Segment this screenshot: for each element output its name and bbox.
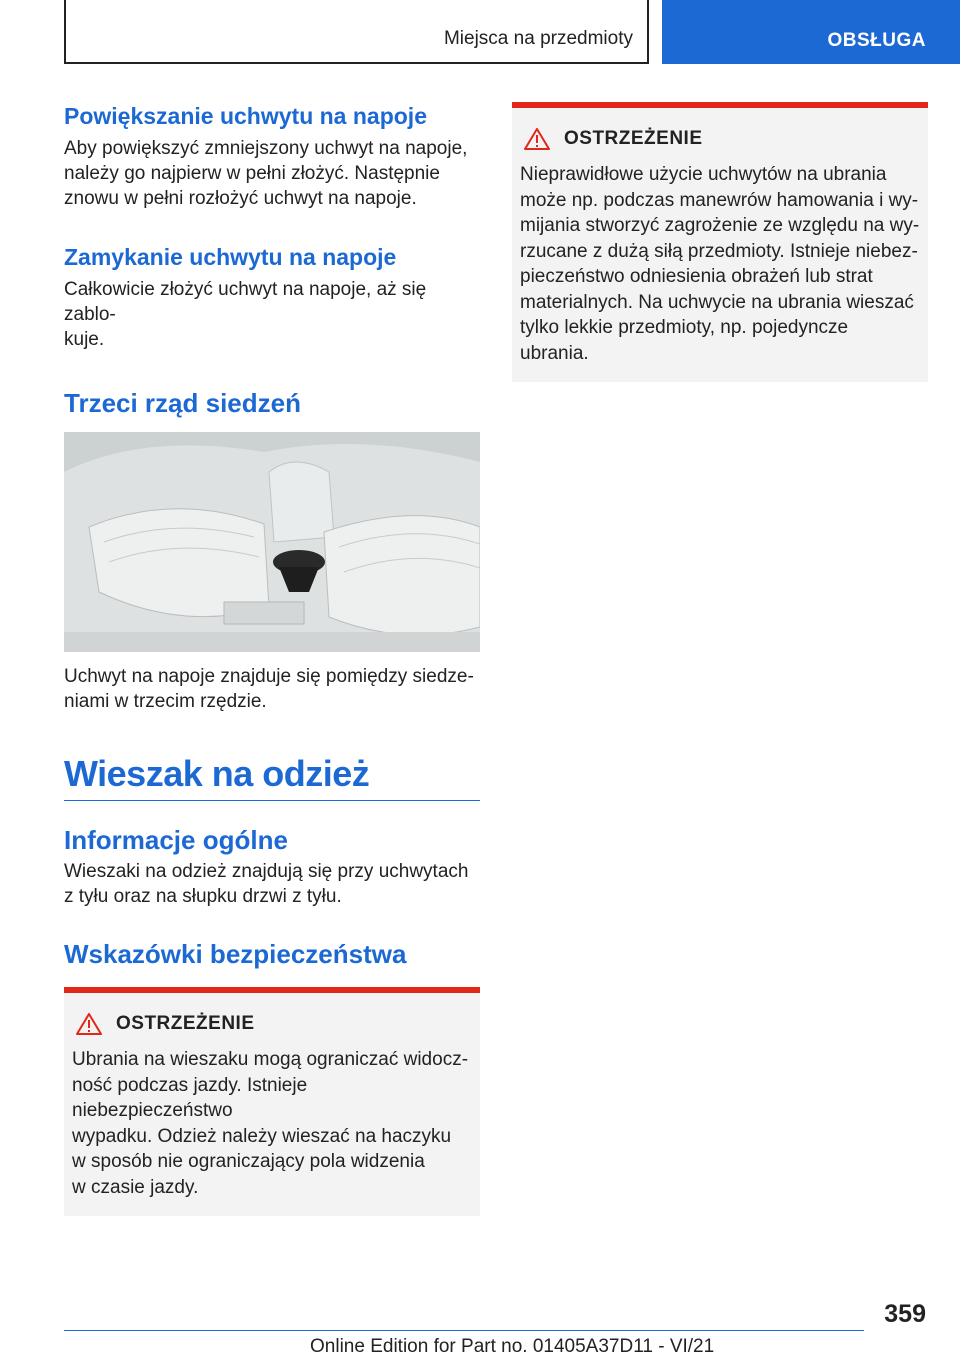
text-general-info: Wieszaki na odzież znajdują się przy uchwytach z tyłu oraz na słupku drzwi z tyłu.: [64, 861, 469, 907]
header-chapter-tab: [662, 0, 960, 64]
text-enlarge-holder: Aby powiększyć zmniejszony uchwyt na napoje, należy go najpierw w pełni złożyć. Następnie znowu w pełni rozłożyć uchwyt na napoje.: [64, 138, 468, 209]
heading-safety-notes: Wskazówki bezpieczeństwa: [64, 939, 407, 969]
right-column: [512, 102, 928, 382]
photo-caption: Uchwyt na napoje znajduje się pomiędzy siedze- niami w trzecim rzędzie.: [64, 666, 474, 712]
text-close-holder: Całkowicie złożyć uchwyt na napoje, aż się zablo- kuje.: [64, 279, 427, 350]
footer-rule: [64, 1330, 864, 1331]
footer-edition: Online Edition for Part no. 01405A37D11 - VI/21: [310, 1336, 715, 1357]
heading-general-info: Informacje ogólne: [64, 825, 288, 855]
seats-illustration: [64, 432, 480, 652]
header-chapter-label: OBSŁUGA: [827, 30, 926, 51]
left-column: [64, 100, 480, 1216]
warning-triangle-icon: [524, 128, 550, 150]
heading-close-holder: Zamykanie uchwytu na napoje: [64, 244, 397, 270]
page-number: 359: [884, 1300, 926, 1328]
heading-enlarge-holder: Powiększanie uchwytu na napoje: [64, 103, 427, 129]
warning-triangle-icon: [76, 1013, 102, 1035]
heading-rule: [64, 800, 480, 801]
warning-box-left: [64, 987, 480, 1216]
warning-title: OSTRZEŻENIE: [116, 1013, 255, 1034]
header-section-title: Miejsca na przedmioty: [443, 28, 633, 49]
warning-text: Ubrania na wieszaku mogą ograniczać widocz- ność podczas jazdy. Istnieje niebezpieczeństwo wypadku. Odzież należy wieszać na haczyku w sposób nie ograniczający pola widzenia w czasie jazdy.: [72, 1049, 469, 1198]
heading-third-row: Trzeci rząd siedzeń: [64, 388, 301, 418]
heading-clothes-hanger: Wieszak na odzież: [64, 753, 370, 794]
third-row-seats-photo: [64, 432, 480, 652]
warning-box-right: [512, 102, 928, 382]
warning-title: OSTRZEŻENIE: [564, 128, 703, 149]
warning-text: Nieprawidłowe użycie uchwytów na ubrania może np. podczas manewrów hamowania i wy- mijania stworzyć zagrożenie ze względu na wy- rzucane z dużą siłą przedmioty. Istnieje niebez- pieczeństwo odniesienia obrażeń lub strat materialnych. Na uchwycie na ubrania wieszać tylko lekkie przedmioty, np. pojedyncze ubrania.: [520, 164, 920, 364]
header-section-box: [64, 0, 649, 64]
